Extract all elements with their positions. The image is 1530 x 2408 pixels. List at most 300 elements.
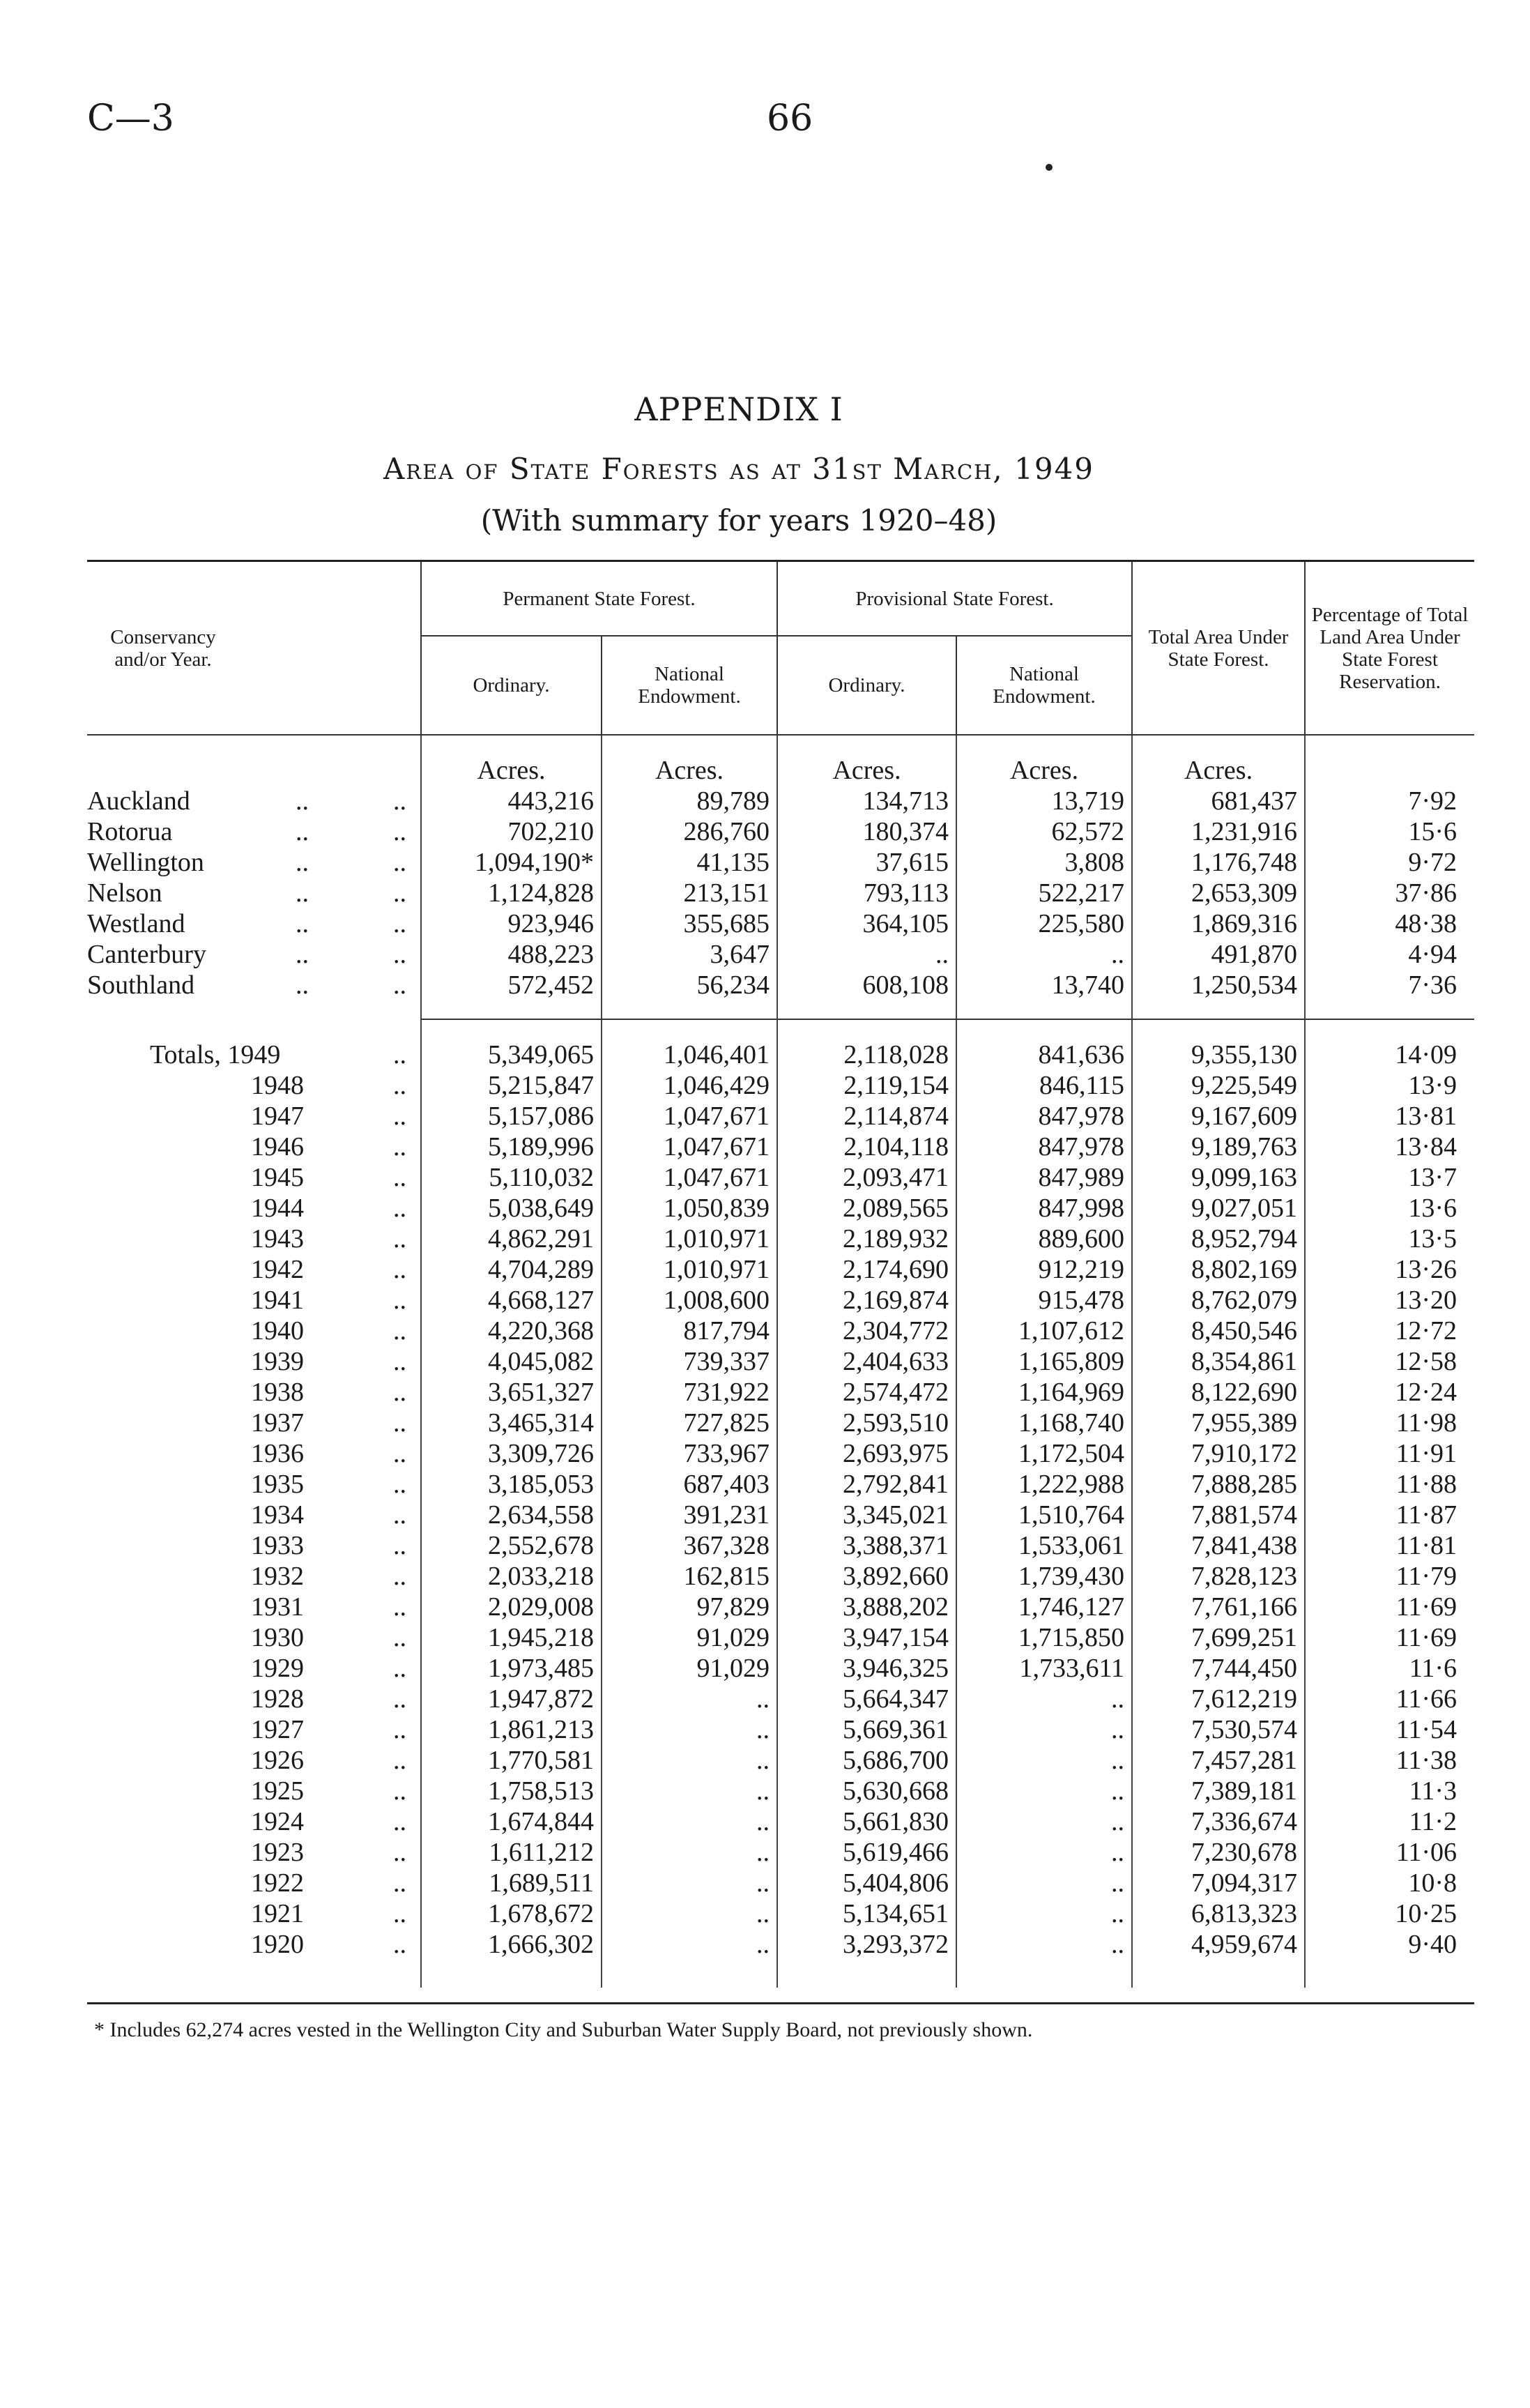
leader-dots: .. [393, 878, 406, 908]
cell-pct: 11·06 [1305, 1837, 1474, 1868]
spacer-cell [777, 1960, 956, 1988]
cell-total: 9,167,609 [1132, 1101, 1305, 1131]
cell-prov-ord: 5,404,806 [777, 1868, 956, 1898]
cell-prov-ord: 3,293,372 [777, 1929, 956, 1960]
cell-prov-ord: 2,404,633 [777, 1346, 956, 1377]
leader-dots: .. [393, 1470, 406, 1499]
leader-dots: .. [296, 848, 309, 877]
conservancy-cell [87, 878, 421, 908]
spacer-cell [1305, 1000, 1474, 1019]
cell-pct: 9·40 [1305, 1929, 1474, 1960]
year-cell: 1920 .. [251, 1930, 406, 1959]
spacer-cell [1132, 735, 1305, 755]
units-label-cell [87, 755, 421, 786]
cell-pct: 11·91 [1305, 1438, 1474, 1469]
year-cell: 1937 .. [251, 1408, 406, 1438]
table-row-year [87, 1469, 1474, 1500]
cell-perm-ord: 4,045,082 [421, 1346, 602, 1377]
cell-prov-nat: .. [956, 939, 1132, 970]
year-cell: 1946 .. [251, 1132, 406, 1161]
cell-perm-ord: 2,029,008 [421, 1592, 602, 1622]
cell-prov-nat: 13,740 [956, 970, 1132, 1000]
table-row-year [87, 1408, 1474, 1438]
spacer-cell [956, 1960, 1132, 1988]
cell-perm-ord: 3,465,314 [421, 1408, 602, 1438]
header-permanent-ordinary: Ordinary. [421, 636, 602, 735]
spacer-cell [1132, 1960, 1305, 1988]
header-provisional-state-forest: Provisional State Forest. [777, 561, 1132, 637]
cell-total: 1,176,748 [1132, 847, 1305, 878]
cell-pct: 9·72 [1305, 847, 1474, 878]
leader-dots: .. [393, 1163, 406, 1192]
spacer-cell [602, 1019, 777, 1039]
table-subtitle: Area of State Forests as at 31st March, 1949 [383, 452, 1095, 486]
spacer-cell [777, 735, 956, 755]
cell-total: 1,231,916 [1132, 816, 1305, 847]
year-cell: 1934 .. [251, 1500, 406, 1530]
year-cell: 1923 .. [251, 1838, 406, 1867]
cell-perm-nat: 391,231 [602, 1500, 777, 1530]
cell-pct: 13·26 [1305, 1254, 1474, 1285]
cell-total: 7,389,181 [1132, 1776, 1305, 1806]
cell-prov-nat: .. [956, 1898, 1132, 1929]
cell-pct: 11·79 [1305, 1561, 1474, 1592]
year-cell: 1930 .. [251, 1623, 406, 1652]
cell-pct: 11·38 [1305, 1745, 1474, 1776]
table-row-conservancy [87, 847, 1474, 878]
cell-prov-ord: 2,114,874 [777, 1101, 956, 1131]
cell-total: 681,437 [1132, 786, 1305, 816]
leader-dots: .. [393, 1132, 406, 1161]
table-row-year [87, 1193, 1474, 1224]
cell-pct: 7·92 [1305, 786, 1474, 816]
leader-dots: .. [393, 1194, 406, 1223]
cell-total: 2,653,309 [1132, 878, 1305, 908]
cell-perm-nat: 1,047,671 [602, 1101, 777, 1131]
year-cell: 1927 .. [251, 1715, 406, 1744]
cell-pct: 11·54 [1305, 1714, 1474, 1745]
cell-total: 7,230,678 [1132, 1837, 1305, 1868]
spacer-cell [1132, 1019, 1305, 1039]
conservancy-cell [87, 908, 421, 939]
table-row-year [87, 1714, 1474, 1745]
cell-perm-nat: 355,685 [602, 908, 777, 939]
cell-prov-ord: 5,619,466 [777, 1837, 956, 1868]
header-permanent-national-endowment: National Endowment. [602, 636, 777, 735]
units-cell [1305, 755, 1474, 786]
cell-total: 8,354,861 [1132, 1346, 1305, 1377]
year-cell: 1933 .. [251, 1531, 406, 1560]
leader-dots: .. [393, 1500, 406, 1530]
table-row-year [87, 1898, 1474, 1929]
cell-total: 8,802,169 [1132, 1254, 1305, 1285]
cell-perm-nat: .. [602, 1684, 777, 1714]
table-row-year [87, 1745, 1474, 1776]
cell-total: 8,762,079 [1132, 1285, 1305, 1316]
year-cell: 1925 .. [251, 1776, 406, 1806]
leader-dots: .. [393, 1531, 406, 1560]
cell-prov-ord: .. [777, 939, 956, 970]
cell-pct: 10·8 [1305, 1868, 1474, 1898]
cell-prov-nat: 847,978 [956, 1101, 1132, 1131]
cell-total: 8,450,546 [1132, 1316, 1305, 1346]
spacer-cell [777, 1000, 956, 1019]
spacer-cell [777, 1019, 956, 1039]
year-cell: 1940 .. [251, 1316, 406, 1346]
spacer-cell [956, 1019, 1132, 1039]
units-cell: Acres. [421, 755, 602, 786]
cell-perm-ord: 2,033,218 [421, 1561, 602, 1592]
conservancy-name: Rotorua [87, 817, 173, 846]
cell-prov-ord: 134,713 [777, 786, 956, 816]
cell-pct: 12·58 [1305, 1346, 1474, 1377]
table-row-year [87, 1561, 1474, 1592]
cell-perm-nat: 286,760 [602, 816, 777, 847]
cell-perm-ord: 1,758,513 [421, 1776, 602, 1806]
cell-perm-nat: .. [602, 1898, 777, 1929]
cell-pct: 11·88 [1305, 1469, 1474, 1500]
cell-perm-nat: .. [602, 1776, 777, 1806]
spacer-cell [421, 735, 602, 755]
cell-perm-nat: 739,337 [602, 1346, 777, 1377]
cell-pct: 12·72 [1305, 1316, 1474, 1346]
cell-prov-nat: .. [956, 1714, 1132, 1745]
cell-prov-nat: 1,168,740 [956, 1408, 1132, 1438]
cell-pct: 11·69 [1305, 1592, 1474, 1622]
cell-pct: 4·94 [1305, 939, 1474, 970]
bottom-rule [87, 2002, 1474, 2004]
cell-perm-ord: 5,038,649 [421, 1193, 602, 1224]
cell-prov-nat: 1,107,612 [956, 1316, 1132, 1346]
leader-dots: .. [393, 1623, 406, 1652]
leader-dots: .. [393, 1899, 406, 1928]
spacer-row [87, 1000, 1474, 1019]
cell-perm-ord: 443,216 [421, 786, 602, 816]
year-cell: 1948 .. [251, 1071, 406, 1100]
cell-prov-ord: 2,792,841 [777, 1469, 956, 1500]
year-cell: 1924 .. [251, 1807, 406, 1836]
leader-dots: .. [393, 940, 406, 969]
cell-pct: 13·81 [1305, 1101, 1474, 1131]
leader-dots: .. [393, 909, 406, 938]
cell-prov-ord: 5,686,700 [777, 1745, 956, 1776]
leader-dots: .. [393, 1746, 406, 1775]
leader-dots: .. [296, 878, 309, 908]
cell-prov-ord: 2,169,874 [777, 1285, 956, 1316]
leader-dots: .. [393, 1838, 406, 1867]
page-number: 66 [767, 98, 813, 139]
cell-pct: 13·9 [1305, 1070, 1474, 1101]
cell-prov-ord: 3,947,154 [777, 1622, 956, 1653]
leader-dots: .. [393, 1408, 406, 1438]
cell-prov-ord: 793,113 [777, 878, 956, 908]
cell-perm-nat: .. [602, 1714, 777, 1745]
cell-prov-nat: 1,746,127 [956, 1592, 1132, 1622]
cell-prov-ord: 180,374 [777, 816, 956, 847]
cell-prov-nat: 1,165,809 [956, 1346, 1132, 1377]
cell-perm-ord: 4,668,127 [421, 1285, 602, 1316]
leader-dots: .. [393, 1930, 406, 1959]
table-row-year [87, 1285, 1474, 1316]
cell-total: 7,699,251 [1132, 1622, 1305, 1653]
page-identifier: C—3 [87, 98, 174, 139]
header-total-area: Total Area Under State Forest. [1132, 561, 1305, 736]
leader-dots: .. [393, 817, 406, 846]
cell-prov-ord: 2,304,772 [777, 1316, 956, 1346]
table-row-year [87, 1377, 1474, 1408]
spacer-cell [602, 1000, 777, 1019]
table-row-year [87, 1684, 1474, 1714]
cell-prov-ord: 2,093,471 [777, 1162, 956, 1193]
leader-dots: .. [296, 970, 309, 1000]
spacer-cell [1305, 1960, 1474, 1988]
year-cell: 1921 .. [251, 1899, 406, 1928]
cell-prov-nat: 841,636 [956, 1039, 1132, 1070]
leader-dots: .. [393, 786, 406, 816]
cell-prov-ord: 364,105 [777, 908, 956, 939]
cell-pct: 7·36 [1305, 970, 1474, 1000]
cell-perm-ord: 1,689,511 [421, 1868, 602, 1898]
cell-prov-nat: .. [956, 1776, 1132, 1806]
table-row-conservancy [87, 970, 1474, 1000]
cell-pct: 37·86 [1305, 878, 1474, 908]
leader-dots: .. [393, 1868, 406, 1898]
cell-perm-ord: 1,674,844 [421, 1806, 602, 1837]
cell-prov-ord: 608,108 [777, 970, 956, 1000]
spacer-cell [421, 1019, 602, 1039]
cell-prov-ord: 3,388,371 [777, 1530, 956, 1561]
cell-prov-ord: 2,574,472 [777, 1377, 956, 1408]
cell-prov-ord: 2,693,975 [777, 1438, 956, 1469]
table-row-year [87, 1070, 1474, 1101]
spacer-cell [1132, 1000, 1305, 1019]
cell-prov-nat: 1,715,850 [956, 1622, 1132, 1653]
cell-perm-nat: 1,046,401 [602, 1039, 777, 1070]
cell-perm-ord: 5,110,032 [421, 1162, 602, 1193]
leader-dots: .. [393, 1715, 406, 1744]
conservancy-name: Nelson [87, 878, 162, 908]
year-cell: 1932 .. [251, 1562, 406, 1591]
table-row-year [87, 1500, 1474, 1530]
cell-total: 7,761,166 [1132, 1592, 1305, 1622]
cell-prov-nat: 1,510,764 [956, 1500, 1132, 1530]
leader-dots: .. [393, 1378, 406, 1407]
cell-perm-ord: 4,704,289 [421, 1254, 602, 1285]
cell-perm-ord: 4,862,291 [421, 1224, 602, 1254]
table-row-year [87, 1224, 1474, 1254]
cell-perm-nat: 1,047,671 [602, 1131, 777, 1162]
table-row-year [87, 1131, 1474, 1162]
cell-total: 9,355,130 [1132, 1039, 1305, 1070]
cell-pct: 15·6 [1305, 816, 1474, 847]
cell-pct: 10·25 [1305, 1898, 1474, 1929]
table-row-year [87, 1653, 1474, 1684]
conservancy-name: Southland [87, 970, 195, 1000]
cell-perm-ord: 572,452 [421, 970, 602, 1000]
cell-prov-ord: 2,593,510 [777, 1408, 956, 1438]
cell-pct: 13·6 [1305, 1193, 1474, 1224]
cell-prov-nat: 522,217 [956, 878, 1132, 908]
cell-perm-nat: .. [602, 1806, 777, 1837]
cell-total: 7,841,438 [1132, 1530, 1305, 1561]
cell-prov-nat: 13,719 [956, 786, 1132, 816]
conservancy-name: Westland [87, 909, 185, 938]
cell-total: 7,828,123 [1132, 1561, 1305, 1592]
cell-total: 4,959,674 [1132, 1929, 1305, 1960]
leader-dots: .. [393, 1776, 406, 1806]
table-row-year [87, 1530, 1474, 1561]
cell-perm-ord: 5,215,847 [421, 1070, 602, 1101]
cell-pct: 13·5 [1305, 1224, 1474, 1254]
cell-total: 9,189,763 [1132, 1131, 1305, 1162]
cell-total: 7,744,450 [1132, 1653, 1305, 1684]
cell-perm-nat: 162,815 [602, 1561, 777, 1592]
cell-perm-nat: 1,046,429 [602, 1070, 777, 1101]
cell-prov-ord: 37,615 [777, 847, 956, 878]
cell-total: 7,530,574 [1132, 1714, 1305, 1745]
table-row-year [87, 1868, 1474, 1898]
spacer-cell [421, 1960, 602, 1988]
cell-total: 9,027,051 [1132, 1193, 1305, 1224]
cell-prov-nat: 1,222,988 [956, 1469, 1132, 1500]
cell-prov-ord: 2,104,118 [777, 1131, 956, 1162]
leader-dots: .. [393, 1102, 406, 1131]
cell-prov-nat: .. [956, 1745, 1132, 1776]
cell-perm-ord: 1,666,302 [421, 1929, 602, 1960]
units-cell: Acres. [777, 755, 956, 786]
spacer-cell [87, 1000, 421, 1019]
spacer-cell [1305, 735, 1474, 755]
cell-total: 7,910,172 [1132, 1438, 1305, 1469]
cell-total: 7,881,574 [1132, 1500, 1305, 1530]
cell-prov-nat: 1,533,061 [956, 1530, 1132, 1561]
cell-perm-nat: 41,135 [602, 847, 777, 878]
year-cell: 1922 .. [251, 1868, 406, 1898]
spacer-row [87, 1960, 1474, 1988]
cell-prov-nat: .. [956, 1929, 1132, 1960]
cell-perm-nat: 1,050,839 [602, 1193, 777, 1224]
cell-pct: 11·6 [1305, 1653, 1474, 1684]
cell-prov-nat: 847,998 [956, 1193, 1132, 1224]
year-cell: 1947 .. [251, 1102, 406, 1131]
conservancy-name: Wellington [87, 848, 204, 877]
leader-dots: .. [393, 1316, 406, 1346]
cell-total: 7,094,317 [1132, 1868, 1305, 1898]
cell-perm-ord: 5,157,086 [421, 1101, 602, 1131]
units-cell: Acres. [1132, 755, 1305, 786]
cell-total: 1,869,316 [1132, 908, 1305, 939]
cell-pct: 11·87 [1305, 1500, 1474, 1530]
cell-pct: 11·66 [1305, 1684, 1474, 1714]
cell-perm-nat: 733,967 [602, 1438, 777, 1469]
table-row-year [87, 1622, 1474, 1653]
cell-total: 1,250,534 [1132, 970, 1305, 1000]
table-row-conservancy [87, 939, 1474, 970]
header-percentage: Percentage of Total Land Area Under State Forest Reservation. [1305, 561, 1474, 736]
cell-total: 7,955,389 [1132, 1408, 1305, 1438]
cell-pct: 14·09 [1305, 1039, 1474, 1070]
cell-pct: 13·20 [1305, 1285, 1474, 1316]
cell-prov-ord: 5,669,361 [777, 1714, 956, 1745]
cell-perm-ord: 1,124,828 [421, 878, 602, 908]
spacer-cell [1305, 1019, 1474, 1039]
cell-prov-nat: 846,115 [956, 1070, 1132, 1101]
cell-total: 7,336,674 [1132, 1806, 1305, 1837]
cell-pct: 11·81 [1305, 1530, 1474, 1561]
cell-prov-nat: 1,172,504 [956, 1438, 1132, 1469]
cell-pct: 13·7 [1305, 1162, 1474, 1193]
cell-prov-nat: .. [956, 1684, 1132, 1714]
cell-perm-nat: 89,789 [602, 786, 777, 816]
conservancy-cell [87, 847, 421, 878]
cell-perm-ord: 2,552,678 [421, 1530, 602, 1561]
cell-perm-nat: 1,047,671 [602, 1162, 777, 1193]
cell-prov-nat: .. [956, 1868, 1132, 1898]
cell-perm-ord: 2,634,558 [421, 1500, 602, 1530]
cell-perm-nat: 731,922 [602, 1377, 777, 1408]
leader-dots: .. [296, 817, 309, 846]
spacer-cell [87, 1019, 421, 1039]
cell-perm-nat: 367,328 [602, 1530, 777, 1561]
spacer-row [87, 1019, 1474, 1039]
cell-perm-ord: 3,185,053 [421, 1469, 602, 1500]
year-cell: 1941 .. [251, 1286, 406, 1315]
table-row-conservancy [87, 816, 1474, 847]
cell-perm-nat: .. [602, 1745, 777, 1776]
leader-dots: .. [393, 1807, 406, 1836]
cell-prov-nat: 915,478 [956, 1285, 1132, 1316]
leader-dots: .. [393, 1040, 406, 1069]
cell-perm-nat: 817,794 [602, 1316, 777, 1346]
cell-prov-ord: 3,888,202 [777, 1592, 956, 1622]
year-cell: 1943 .. [251, 1224, 406, 1253]
cell-pct: 11·98 [1305, 1408, 1474, 1438]
cell-perm-nat: 727,825 [602, 1408, 777, 1438]
leader-dots: .. [393, 1286, 406, 1315]
cell-prov-ord: 3,946,325 [777, 1653, 956, 1684]
table-row-year [87, 1776, 1474, 1806]
year-cell: 1939 .. [251, 1347, 406, 1376]
cell-prov-ord: 5,134,651 [777, 1898, 956, 1929]
leader-dots: .. [393, 1255, 406, 1284]
cell-perm-ord: 1,094,190* [421, 847, 602, 878]
cell-perm-ord: 4,220,368 [421, 1316, 602, 1346]
table-row-year [87, 1346, 1474, 1377]
cell-prov-ord: 2,119,154 [777, 1070, 956, 1101]
spacer-cell [421, 1000, 602, 1019]
leader-dots: .. [393, 1347, 406, 1376]
cell-perm-ord: 5,349,065 [421, 1039, 602, 1070]
cell-prov-ord: 2,189,932 [777, 1224, 956, 1254]
cell-perm-ord: 1,770,581 [421, 1745, 602, 1776]
cell-prov-nat: 225,580 [956, 908, 1132, 939]
cell-pct: 12·24 [1305, 1377, 1474, 1408]
cell-perm-nat: 213,151 [602, 878, 777, 908]
conservancy-name: Canterbury [87, 940, 206, 969]
table-row-conservancy [87, 908, 1474, 939]
leader-dots: .. [296, 909, 309, 938]
leader-dots: .. [393, 1562, 406, 1591]
cell-prov-ord: 2,174,690 [777, 1254, 956, 1285]
leader-dots: .. [393, 1439, 406, 1468]
table-row-year [87, 1254, 1474, 1285]
table-row-conservancy [87, 878, 1474, 908]
cell-prov-ord: 5,630,668 [777, 1776, 956, 1806]
year-cell: 1936 .. [251, 1439, 406, 1468]
cell-prov-ord: 5,664,347 [777, 1684, 956, 1714]
spacer-cell [956, 735, 1132, 755]
cell-pct: 13·84 [1305, 1131, 1474, 1162]
